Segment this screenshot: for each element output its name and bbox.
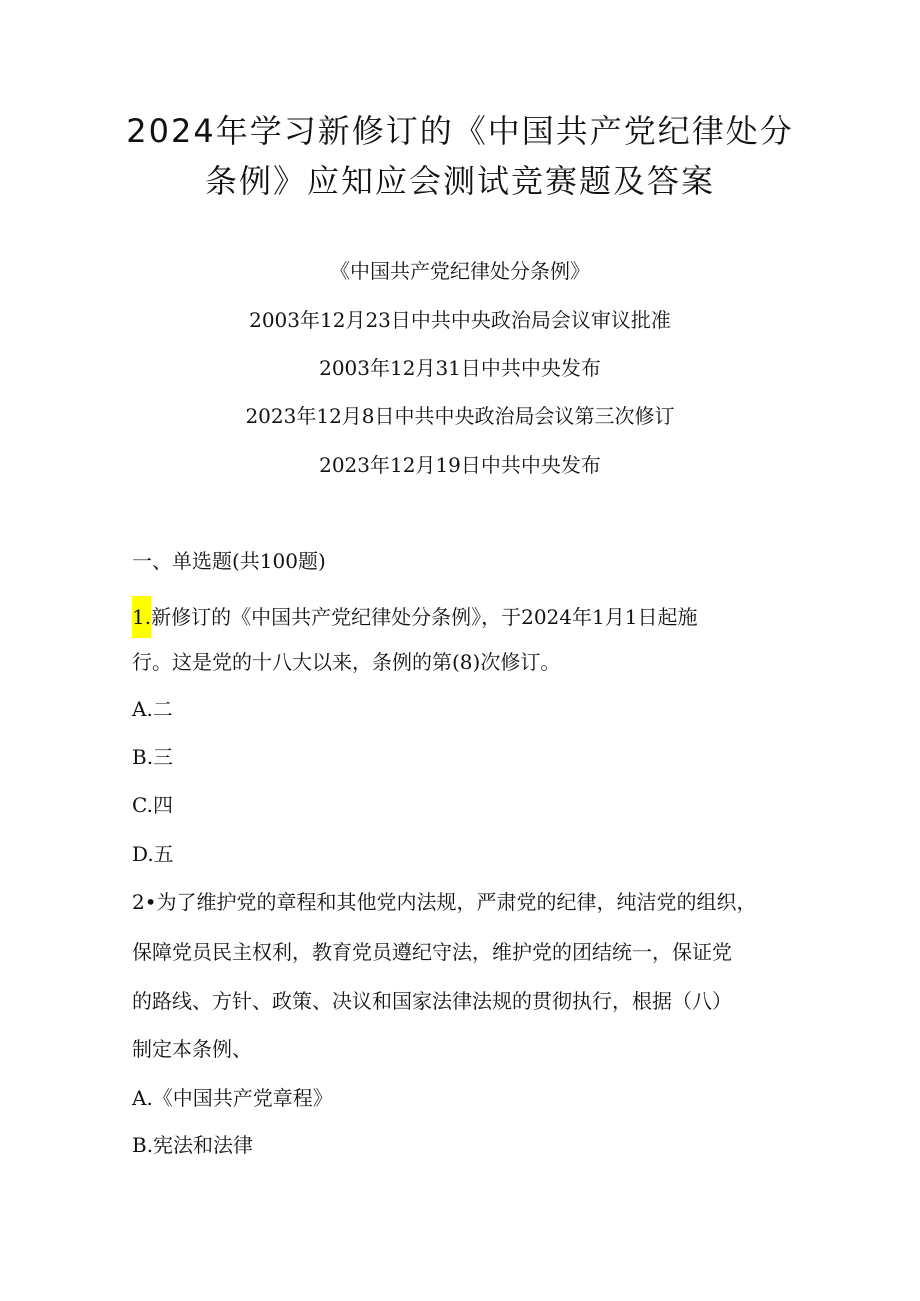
question-1-option-a: A.二 bbox=[132, 697, 173, 721]
section-heading: 一、单选题(共100题) bbox=[132, 549, 326, 573]
question-2-option-b: B.宪法和法律 bbox=[132, 1133, 254, 1157]
document-title-line-1: 2024年学习新修订的《中国共产党纪律处分 bbox=[126, 112, 794, 150]
question-1-line-2: 行。这是党的十八大以来，条例的第(8)次修订。 bbox=[132, 650, 561, 674]
question-2-line-2: 保障党员民主权利，教育党员遵纪守法，维护党的团结统一，保证党 bbox=[132, 940, 732, 964]
question-2-line-4: 制定本条例、 bbox=[132, 1037, 252, 1061]
revision-date: 2023年12月8日中共中央政治局会议第三次修订 bbox=[245, 404, 675, 428]
question-2-line-1: 2•为了维护党的章程和其他党内法规，严肃党的纪律，纯洁党的组织， bbox=[132, 890, 757, 914]
reissue-date: 2023年12月19日中共中央发布 bbox=[319, 453, 601, 477]
question-1-option-c: C.四 bbox=[132, 793, 173, 817]
question-1-option-d: D.五 bbox=[132, 842, 174, 866]
question-1-line-1 bbox=[132, 596, 697, 638]
question-1-text: 新修订的《中国共产党纪律处分条例》，于2024年1月1日起施 bbox=[151, 605, 698, 629]
regulation-name: 《中国共产党纪律处分条例》 bbox=[330, 259, 590, 283]
issue-date: 2003年12月31日中共中央发布 bbox=[319, 356, 601, 380]
question-1-number-highlight: 1. bbox=[132, 596, 151, 638]
question-1-option-b: B.三 bbox=[132, 745, 174, 769]
question-2-line-3: 的路线、方针、政策、决议和国家法律法规的贯彻执行，根据（八） bbox=[132, 989, 732, 1013]
document-title-line-2: 条例》应知应会测试竞赛题及答案 bbox=[204, 162, 715, 200]
question-2-option-a: A.《中国共产党章程》 bbox=[132, 1086, 333, 1110]
approval-date: 2003年12月23日中共中央政治局会议审议批准 bbox=[249, 308, 671, 332]
